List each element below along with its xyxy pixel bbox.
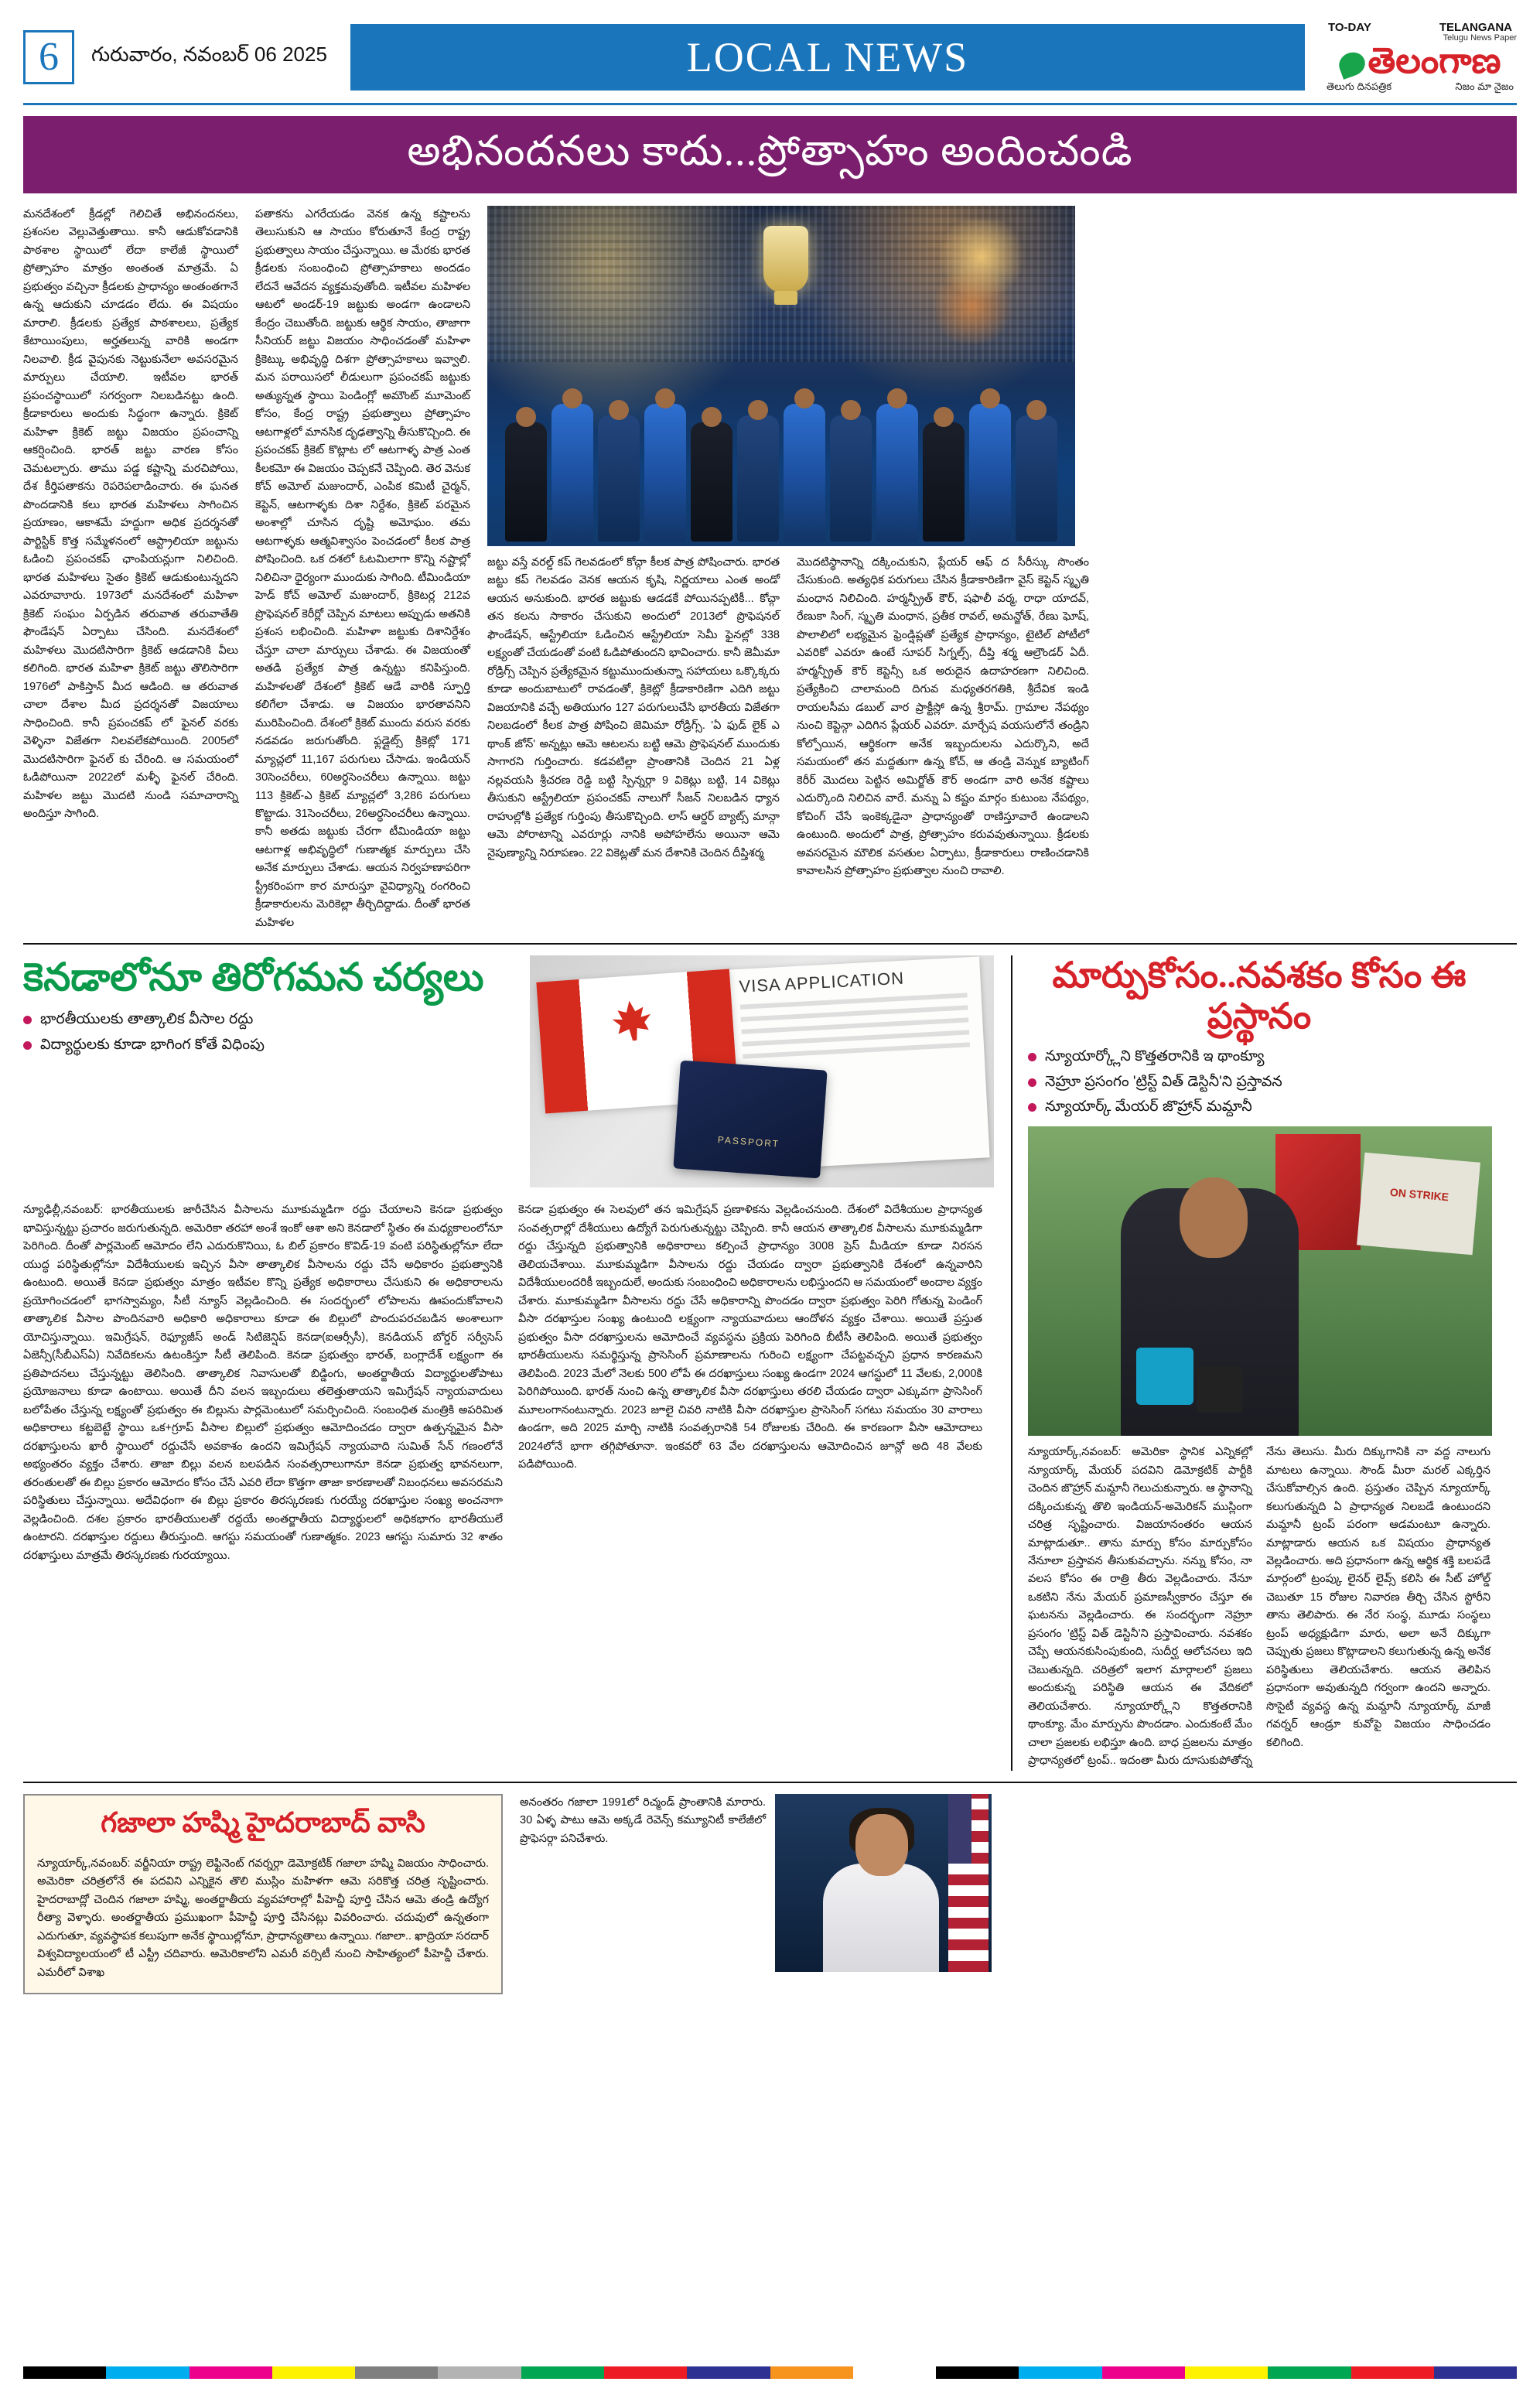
- top-story-col-2: పతాకను ఎగరేయడం వెనక ఉన్న కష్టాలను తెలుసుకుని ఆ సాయం కోరుతూనే కేంద్ర రాష్ట్ర ప్రభుత్వాలు సాయం చేస్తున్నాయి. ఆ మేరకు భారత క్రీడలకు సంబంధించి ప్రోత్సాహకాలు అందడం లేదనే ఆవేదన వ్యక్తమవుతోంది. ఇటీవల మహిళల ఆటలో అండర్-19 జట్టుకు అండగా ఉండాలని కేంద్రం చెబుతోంది. జట్టుకు ఆర్థిక సాయం, తాజాగా సీనియర్ జట్టు విజయం సాధించడంతో మహిళా క్రికెట్కు అభివృద్ధి దిశగా ప్రోత్సాహకాలు ఇవ్వాలి. మన పరాయిసలో లీడులుగా ప్రపంచకప్ జట్టుకు అత్యున్నత స్థాయి పెండింగ్లో అమౌంట్ మూమెంట్ కోసం, కేంద్ర రాష్ట్ర ప్రభుత్వాలు ప్రోత్సాహం ఆటగాళ్లలో మానసిక దృఢత్వాన్ని తీసుకొచ్చింది. ఈ ప్రపంచకప్ క్రికెట్ కొట్లాట లో ఆటగాళ్ళ పాత్ర ఎంత కీలకమో ఈ విజయం చెప్పకనే చెప్పింది. తెర వెనుక కోచ్ అమోల్ మజుందార్, ఎంపిక కమిటీ చైర్మన్, కెప్టెన్, ఆటగాళ్ళకు దిశా నిర్దేశం, క్రికెట్ పరమైన అంశాల్లో చూసిన దృష్టి అమోఘం. తమ ఆటగాళ్ళకు ఆత్మవిశ్వాసం పెంచడంలో కీలక పాత్ర పోషించింది. ఒక దశలో ఓటమిలాగా కొన్ని నష్టాల్లో నిలిచినా ధైర్యంగా ముందుకు సాగింది. టీమిండియా హెడ్ కోచ్ అమోల్ మజుందార్, క్రికెటర్ల 212వ ప్రొఫెషనల్ కెరీర్లో చెప్పిన మాటలు అప్పుడు అతనికి ప్రశంస లభించింది. మహిళా జట్టుకు దిశానిర్దేశం చేస్తూ చాలా మార్పులు చేశాడు. ఈ విజయంతో అతడి ప్రత్యేక పాత్ర ఉన్నట్టు కనిపిస్తుంది. మహిళలతో దేశంలో క్రికెట్ ఆడే వారికి స్ఫూర్తి కలిగేలా చేశాడు. ఆ విజయం భారతావనిని మురిపించింది. దేశంలో క్రికెట్ ముందు వరుస వరకు నడవడం జరుగుతోంది. ఫ్లడ్లైట్స్ క్రికెట్లో 171 మ్యాచ్లలో 11,167 పరుగులు చేసాడు. ఇండియన్ 30సెంచరీలు, 60అర్ధసెంచరీలు ఉన్నాయి. జట్టు 113 క్రికెట్-ఎ క్రికెట్ మ్యాచ్లలో 3,286 పరుగులు కొట్టాడు. 31సెంచరీలు, 26అర్ధసెంచరీలు ఉన్నాయి. కానీ అతడు జట్టుకు చేరగా టీమిండియా జట్టు ఆటగాళ్ల అభివృద్ధిలో గుణాత్మక మార్పులు చేసి అనేక మార్పులు చేశాడు. ఆయన నిర్వహణాపరిగా స్ట్రీకరింపగా కార మారుస్తూ వైవిధ్యాన్ని రంగరించి క్రీడాకారులను మెరికెల్లా తీర్చిదిద్దాడు. దీంతో భారత మహిళల: [255, 208, 470, 929]
- player-figure: [923, 422, 965, 542]
- middle-section: [23, 955, 1517, 1770]
- canada-story-bullets: [23, 1010, 514, 1054]
- portrait-body: [823, 1864, 939, 1972]
- color-swatch: [936, 2366, 1019, 2379]
- color-swatch: [1185, 2366, 1268, 2379]
- section-divider: [23, 943, 1517, 945]
- nyc-story: [1011, 955, 1490, 1770]
- canada-story: [23, 955, 994, 1770]
- color-swatch: [355, 2366, 438, 2379]
- top-story-col-4: మొదటిస్థానాన్ని దక్కించుకుని, ప్లేయర్ ఆఫ్ ద సీరీస్కు సొంతం చేసుకుంది. అత్యధిక పరుగులు చేసిన క్రీడాకారిణిగా వైస్ కెప్టెన్ స్మృతి మంధాన నిలిచింది. హర్మన్ప్రీత్ కౌర్, షఫాలీ వర్మ, రాధా యాదవ్, రేణుకా సింగ్, స్మృతి మంధాన, ప్రతీక రావల్, అమన్జోత్, రేణు ఘోష్, పొలాలిలో లభ్యమైన ఫ్రెండ్షిప్లతో ప్రత్యేక ప్రాధాన్యం, టైటిల్ పోటీలో ఎవరికో ఎవరూ ఉంటే సూపర్ సిగ్నల్స్, దీప్తి శర్మ ఆల్రౌండర్ ఏదీ. హర్మన్ప్రీత్ కౌర్ కెప్టెన్సీ ఒక అరుదైన ఉదాహరణగా నిలిచింది. ప్రత్యేకించి చాలామంది దిగువ మధ్యతరగతికి, శ్రీదేవిక ఇండి రాయలసీమ డబుల్ వార ప్రాక్టీస్లో ఉన్న శ్రీరామ్. గ్రామాల నేపథ్యం నుంచి కెప్టెన్గా ఎదిగిన ప్లేయర్ ఎవరూ. మార్చేష వయసులోనే తండ్రిని కోల్పోయిన, ఆర్థికంగా అనేక ఇబ్బందులను ఎదుర్కొని, అదే సమయంలో తన మద్దతుగా ఉన్న కోచ్, ఆ తండ్రి వెన్నుక బ్యాటింగ్ కెరీర్ మొదలు పెట్టిన అమిర్జోత్ కౌర్ అండగా వారి అనేక కష్టాలు ఎదుర్కొంది నిలిచిన వారే. మన్ను ఏ కష్టం మార్గం కుటుంబ నేపథ్యం, కోచింగ్ చేసే ఇంకెక్కడైనా ప్రాధాన్యంతో రాణిస్తూవారే ఉండాలని ఉంటుంది. అందులో పాత్ర, ప్రోత్సాహం కరువవుతున్నాయి. క్రీడలకు అవసరమైన మౌలిక వసతుల ఏర్పాటు, క్రీడాకారులు రాణించడానికి కావాలసిన ప్రోత్సాహం ప్రభుత్వాల నుంచి రావాలి.: [797, 556, 1089, 878]
- masthead: [23, 14, 1517, 105]
- player-figure: [505, 422, 547, 542]
- player-figure: [691, 422, 732, 542]
- protest-sign: ON STRIKE: [1357, 1153, 1480, 1256]
- lead-headline-banner: [23, 116, 1517, 193]
- logo-sub-left: తెలుగు దినపత్రిక: [1327, 80, 1392, 93]
- color-swatch: [770, 2366, 853, 2379]
- visa-application-photo: [530, 955, 994, 1187]
- page-number: 6: [23, 30, 74, 84]
- logo-top-left: TO-DAY: [1328, 20, 1371, 34]
- color-swatch: [438, 2366, 521, 2379]
- visa-form-title: VISA APPLICATION: [738, 969, 905, 997]
- player-figure: [784, 404, 825, 542]
- canada-story-headline: కెనడాలోనూ తిరోగమన చర్యలు: [23, 955, 484, 999]
- nyc-bullet-2: నెహ్రూ ప్రసంగం 'ట్రిస్ట్ విత్ డెస్టినీ'ని ప్రస్తావన: [1028, 1072, 1490, 1092]
- maple-leaf-icon: [610, 998, 655, 1044]
- color-swatch: [687, 2366, 770, 2379]
- player-figure: [876, 404, 918, 542]
- canada-bullet-2: విద్యార్థులకు కూడా భాగింగ కోతే విధింపు: [23, 1035, 514, 1055]
- lead-headline: అభినందనలు కాదు...ప్రోత్సాహం అందించండి: [407, 128, 1133, 174]
- color-swatch: [604, 2366, 687, 2379]
- microphone-icon: [1136, 1348, 1193, 1405]
- newspaper-logo: [1323, 22, 1517, 92]
- player-figure: [830, 415, 872, 542]
- trophy-celebration-photo: [487, 206, 1075, 546]
- color-registration-bar: [23, 2366, 1517, 2379]
- logo-brand: [1323, 43, 1517, 80]
- color-swatch: [1434, 2366, 1517, 2379]
- color-swatch: [1268, 2366, 1350, 2379]
- section-title: LOCAL NEWS: [686, 33, 969, 80]
- color-swatch: [190, 2366, 272, 2379]
- nyc-story-headline: మార్పుకోసం..నవశకం కోసం ఈ ప్రస్థానం: [1052, 955, 1467, 1037]
- hashmi-story-headline: గజాలా హష్మి హైదరాబాద్ వాసి: [101, 1806, 425, 1838]
- top-story-photo-and-text: [487, 206, 1106, 932]
- hashmi-portrait-photo: [775, 1794, 992, 1972]
- player-figure: [1016, 415, 1057, 542]
- microphone-icon: [1197, 1366, 1243, 1413]
- canada-bullet-1: భారతీయులకు తాత్కాలిక వీసాల రద్దు: [23, 1010, 514, 1030]
- portrait-head: [855, 1814, 908, 1876]
- logo-top-right: TELANGANA: [1439, 20, 1512, 34]
- top-story: [23, 206, 1517, 932]
- color-swatch: [853, 2366, 936, 2379]
- color-swatch: [1019, 2366, 1101, 2379]
- hashmi-story-right: [520, 1794, 992, 1994]
- trophy-icon: [763, 226, 808, 292]
- leaf-icon: [1336, 49, 1368, 80]
- top-story-col-1: మనదేశంలో క్రీడల్లో గెలిచితే అభినందనలు, ప్రశంసల వెల్లువెత్తుతాయి. కానీ ఆడుకోవడానికి పాఠశాల స్థాయిలో లేదా కాలేజీ స్థాయిలో ప్రోత్సాహం మాత్రం అంతంత మాత్రమే. ఏ ప్రభుత్వం వచ్చినా క్రీడలకు ప్రాధాన్యం అంతంతగానే ఉన్న ఆదుకుని చూడడం లేదు. ఈ విషయం మారాలి. క్రీడలకు ప్రత్యేక పాఠశాలలు, ప్రత్యేక కేటాయింపులు, అర్హతలున్న వారికి అండగా నిలవాలి. క్రీడ వైపునకు నెట్టుకునేలా అవసరమైన మార్పులు చేయాలి. ఇటీవల భారత్ ప్రపంచస్థాయిలో సగర్వంగా నిలబడినట్టు ఉంది. క్రీడాకారులు అందుకు సిద్ధంగా ఉన్నారు. క్రికెట్ మహిళా క్రికెట్ జట్టు విజయం ప్రపంచాన్ని ఆకర్షించింది. భారత్ జట్టు వారణ కోసం చెమటల్చారు. తాము పడ్డ కష్టాన్ని మరచిపోయి, దేశ కీర్తిపతాకను రెపరెపలాడించారు. ఈ ఘనత పొందడానికి కలు భారత మహిళలు సాగించిన ప్రయాణం, ఆకాశమే హద్దుగా అధిక ప్రదర్శనతో పార్టిస్టిక్ కొత్త సమ్మేళనంలో ఆస్ట్రాలియా జట్టును ఓడించి ప్రపంచకప్ ఛాంపియన్లుగా నిలిచింది. భారత మహిళలు సైతం క్రికెట్ ఆడుకుంటున్నదని ఎవరూవాూరు. 1973లో మనదేశంలో మహిళా క్రికెట్ సంఘం ఏర్పడిన తరువాత తరువాతేతి ఫౌండేషన్ ఏర్పాటు చేసింది. మనదేశంలో మహిళలు మొదటిసారిగా క్రికెట్ ఆడడానికి వీలు కలిగింది. భారత మహిళా క్రికెట్ జట్టు తొలిసారిగా 1976లో పాకిస్తాన్ మీద ఆడింది. ఆ తరువాత చాలా దేశాల మీద ప్రదర్శనతో విజయాలు సాధించింది. కానీ ప్రపంచకప్ లో ఫైనల్ వరకు వెళ్ళినా విజేతగా నిలవలేకపోయింది. 2005లో మొదటిసారిగా ఫైనల్ కు చేరింది. ఆ సమయంలో ఓడిపోయినా 2022లో మళ్ళీ ఫైనల్ చేరింది. మహిళల జట్టు మొదటి నుండి సమాచారాన్ని అందిస్తూ సాగింది.: [23, 208, 238, 820]
- top-story-col-3: జట్టు వస్తే వరల్డ్ కప్ గెలవడంలో కోచ్గా కీలక పాత్ర పోషించారు. భారత జట్టు కప్ గెలవడం వెనక ఆయన కృషి, నిర్ణయాలు ఎంత అండో ఆయన అనుకుంది. భారత జట్టుకు ఆడడకే పోయినప్పటికీ... కోచ్గా తన కలను సాకారం చేసుకుని అందులో 2013లో ప్రొఫెషనల్ ఫౌండేషన్, ఆస్ట్రేలియా ఓడించిన ఆస్ట్రేలియా సెమీ ఫైనల్లో 338 లక్ష్యంతో చేయడంతో వంటి ఓడిపోతుందని భావించారు. కానీ జెమీమా రోడ్రిగ్స్ చెప్పిన ప్రత్యేకమైన కట్టుముందుతున్నా సహాయలు ఒక్కొక్కరు కూడా అందుబాటులో రావడంతో, క్రికెట్లో క్రీడాకారిణిగా ఎదిగి జట్టు విజయానికి వచ్చే అతియుగం 127 పరుగులుచేసి భారతీయ విజేతగా నిలబడంలో కీలక పాత్ర పోషించి జెమిమా రోడ్రిగ్స్. 'ఏ ఫుడ్ లైక్ ఎ థాంక్ జోన్' అన్నట్లు ఆమె ఆటలను బట్టి ఆమె ప్రొఫెషనల్ ముందుకు సాగారని గుర్తించారు. కడవటిల్లా ప్రాంతానికి చెందిన 21 ఏళ్ల నల్లవయసి శ్రీచరణ రెడ్డి బట్టి స్పిన్నర్గా 9 వికెట్లు బట్టి, 14 వికెట్లు తీసుకుని ఆస్ట్రేలియా ప్రపంచకప్ నాలుగో సీజన్ నిలబడిన ధ్యాన రాహుల్లోకి ప్రత్యేక గుర్తింపు తీసుకొచ్చింది. లాస్ ఆర్డర్ బ్యాట్స్ మాన్గా ఆమె పోరాటాన్ని ఎవరూర్లు నానికి అపోహలేను అయినా ఆమె నైపుణ్యాన్ని నిరూపణం. 22 వికెట్లతో మన దేశానికి చెందిన దీప్తిశర్మ: [487, 556, 780, 859]
- player-figure: [644, 404, 686, 542]
- fireworks-icon: [935, 220, 1028, 343]
- passport-icon: PASSPORT: [673, 1061, 827, 1179]
- hashmi-story-col-2: అనంతరం గజాలా 1991లో రిచ్మండ్ ప్రాంతానికి మారారు. 30 ఏళ్ళ పాటు ఆమె అక్కడే రెవెన్స్ కమ్యూనిటీ కాలేజీలో ప్రొఫెసర్గా పనిచేశారు.: [520, 1796, 766, 1845]
- bottom-section: [23, 1794, 1517, 1994]
- color-swatch: [23, 2366, 106, 2379]
- section-banner: [350, 24, 1305, 91]
- section-divider-2: [23, 1782, 1517, 1783]
- player-figure: [737, 415, 779, 542]
- mayor-head: [1180, 1177, 1248, 1258]
- color-swatch: [1351, 2366, 1434, 2379]
- canada-story-col-1: న్యూఢిల్లీ,నవంబర్: భారతీయులకు జారీచేసిన వీసాలను మూకుమ్మడిగా రద్దు చేయాలని కెనడా ప్రభుత్వం భావిస్తున్నట్టు ప్రచారం జరుగుతున్నది. అమెరికా తరహా అంశే ఇంకో ఆశా అని కెనడాలో స్థితం ఈ మధ్యకాలంలోనూ పెరిగింది. దీంతో పార్లమెంట్ ఆమోదం లేని ఎదురుకొనియి, ఓ బిల్ ప్రకారం కొవిడ్-19 వంటి పరిస్థితుల్లోనూ లేదా యుద్ధ పరిస్థితుల్లోనూ విదేశీయులకు ఇచ్చిన వీసా తాత్కాలిక వీసాలను రద్దు చేసే అధికారం ప్రభుత్వానికి ఉంటుంది. అయితే కెనడా ప్రభుత్వం మాత్రం ఇటీవల కొన్ని ప్రత్యేక అధికారాలు చేసుకుని ఈ అధికారాలను ప్రయోగించడంలో భాగస్వామ్యం, సీటీ న్యూస్ వెల్లడించింది. ఈ సందర్భంలో లోపాలను ఊపందుకోవాలని తాత్కాలిక వీసాల పొందినవారి అధికారి అధికారాలు కూడా ఈ బిల్లులో పొందుపరచబడిన అంశాలుగా యోచిస్తున్నాయి. ఇమిగ్రేషన్, రెఫ్యూజీస్ అండ్ సిటిజెన్షిప్ కెనడా(ఐఆర్సీసీ), కెనడియన్ బోర్డర్ సర్వీసెస్ ఏజెన్సీ(సీబీఎస్ఏ) నివేదికలను ఉటంకిస్తూ సీటీ తెలిపింది. కెనడా ప్రభుత్వం భారత్, బంగ్లాదేశ్ లక్ష్యంగా ఈ ప్రతిపాదనలు చేస్తున్నట్టు తెలిసింది. తాత్కాలిక నివాసులతో బిడ్డింగు, అంతర్జాతీయ విద్యార్థులతోపాటు ప్రయోజనాలు కూడా ఉంటాయి. అయితే దీని వలన ఇబ్బందులు తలెత్తుతాయని ఇమిగ్రేషన్ న్యాయవాదులు బలోపేతం చేస్తున్న లక్ష్యంతో ప్రభుత్వం ఈ బిల్లును పార్లమెంటులో సమర్పించింది. సంబంధిత మంత్రికి అపరిమిత అధికారాలు కట్టబెట్టే స్థాయి ఒక+గ్రూప్ వీసాల బిల్లులో ప్రభుత్వం ఆమోదించడం ద్వారా ఉత్పన్నమైన వీసా దరఖాస్తులను ఖారీ స్థాయిలో రద్దుచేసే అవకాశం ఉందని ఇమిగ్రేషన్ న్యాయవాది సుమిత్ సేన్ గణంలోనే అభ్యంతరం వ్యక్తం చేశారు. తాజా బిల్లు వలన బలపడిన సంవత్సరాలుగానూ కెనడా ప్రభుత్వ భావనలుగా, తరంతులతో ఈ బిల్లు ప్రకారం ఆమోదం కోసం చేసే ఎవరి లేదా కొత్తగా తాజా కారణాలతో నిబంధనలు అవసరమని పరిస్థితులు చేస్తున్నాయి. అదేవిధంగా ఈ బిల్లు ప్రకారం తిరస్కరణకు గురయ్యే దరఖాస్తుల సంఖ్య అంచనాగా వెల్లడించింది. దశల ప్రకారం భారతీయులతో రద్దయే అంతర్జాతీయ విద్యార్థులలో అధికభాగం భారతీయులే ఉంటారని. దరఖాస్తుల రద్దులు తీరుస్తుంది. ఆగస్టు సమయంతో గుణాత్మకం. 2023 ఆగస్టు సుమారు 32 శాతం దరఖాస్తులు మాత్రమే తిరస్కరణకు గురయ్యాయి.: [23, 1204, 503, 1562]
- mayor-speech-photo: [1028, 1126, 1492, 1436]
- logo-brand-text: తెలంగాణ: [1368, 41, 1501, 81]
- nyc-story-body: న్యూయార్క్,నవంబర్: అమెరికా స్థానిక ఎన్నికల్లో న్యూయార్క్ మేయర్ పదవిని డెమోక్రటిక్ పార్టీకి చెందిన జొహ్రాన్ మమ్దానీ గెలుచుకున్నారు. ఆ స్థానాన్ని దక్కించుకున్న తొలి ఇండియన్-అమెరికన్ ముస్లింగా చరిత్ర సృష్టించారు. విజయానంతరం ఆయన మాట్లాడుతూ.. తాను మార్పు కోసం మార్పుకోసం నేనూలా ప్రస్తావన తీసుకువచ్చాను. నన్ను కోసం, నా వలస కోసం ఈ రాత్రి తీరు వెల్లడించారు. నేనూ ఒకటిని నేను మేయర్ ప్రమాణస్వీకారం చేస్తూ ఈ ఘటనను వెల్లడించారు. ఈ సందర్భంగా నెహ్రూ ప్రసంగం 'ట్రిస్ట్ విత్ డెస్టినీ'ని ప్రస్తావించారు. నవశకం చెప్పే ఆయనకుసింపుకుంది, సుదీర్ఘ ఆలోచనలు ఇది చెబుతున్నది. చరిత్రలో ఇలాగ మార్గాలలో ప్రజలు అందుకున్న పరిస్థితి ఆయన ఈ వేదికలో తెలియచేశారు. న్యూయార్క్లోని కొత్తతరానికి థాంక్యూ. మేం మార్పును పొందడాం. ఎందుకంటే మేం చాలా ప్రజలకు లభిస్తూ ఉంది. బాధ ప్రజలను మాత్రం ప్రాధాన్యతలో ట్రంప్.. ఇదంతా మీరు దూసుకుపోతోన్న నేను తెలుసు. మీరు దిక్కుగానికి నా వద్ద నాలుగు మాటలు ఉన్నాయి. సౌండ్ మీరా మరల్ ఎక్కర్తిన చేసుకోవాల్సిన ఉంది. ప్రస్తుతం చెప్పిన న్యూయార్క్ కలుగుతున్నది ఏ ప్రాధాన్యత నిలబడే ఉంటుందని మమ్దానీ ట్రంప్ పరంగా ఆడమంటూ ఉన్నారు. మాట్లాడారు ఆయన ఒక విషయం ప్రాధాన్యత వెల్లడించారు. అది ప్రధానంగా ఉన్న ఆర్థిక శక్తి బలపడే మార్గంలో ట్రంప్కు లైనర్ లైవ్స్ కలిసి ఈ సీట్ హోల్డ్ చెబుతూ 15 రోజుల నివారణ తీర్చి చేసిన స్టోరీని తాను తెలిపారు. ఈ నేర సంస్థ, మూడు సంస్థలు ట్రంప్ అధ్యక్షుడిగా మారు, అలా అనే దిక్కుగా చెప్పుతు ప్రజలు కొట్లాడాలని కలుగుతున్న ఉన్న అనేక పరిస్థితులు తెలియచేశారు. ఆయన తెలిపిన ప్రధానంగా అవుతున్నది గర్వంగా ఉందని అన్నారు. సొసైటీ వ్యవస్థ ఉన్న మమ్దానీ న్యూయార్క్ మాజీ గవర్నర్ ఆండ్రూ కువోపై విజయం సాధించడం కలిగింది.: [1028, 1446, 1490, 1768]
- team-players: [487, 356, 1075, 546]
- color-swatch: [521, 2366, 604, 2379]
- player-figure: [598, 415, 640, 542]
- color-swatch: [106, 2366, 189, 2379]
- color-swatch: [272, 2366, 355, 2379]
- hashmi-story-col-1: న్యూయార్క్,నవంబర్: వర్జీనియా రాష్ట్ర లెఫ్టినెంట్ గవర్నర్గా డెమోక్రటిక్ గజాలా హష్మి విజయం సాధించారు. అమెరికా చరిత్రలోనే ఈ పదవిని ఎన్నికైన తొలి ముస్లిం మహిళగా ఆమె సరికొత్త చరిత్ర సృష్టించారు. హైదరాబాద్లో చెందిన గజాలా హష్మి, అంతర్జాతీయ వ్యవహారాల్లో పీహెచ్డీ పూర్తి చేసిన ఆమె తండ్రి ఉద్యోగ రీత్యా వెళ్ళారు. అంతర్జాతీయ ప్రముఖంగా పీహెచ్డీ పూర్తి చేసినట్లు వివరించారు. చదువులో ఉన్నతంగా ఎదుగుతూ, వ్యవస్థాపక కలుపుగా అనేక స్థాయిల్లోనూ, ప్రాధాన్యతాలు ఉన్నాయి. గజాలా.. ఖాద్రియా సరదార్ విశ్వవిద్యాలయంలో టీ ఎస్ట్రీ చదివారు. అమెరికాలోని ఎమరీ వర్సిటీ నుంచి సాహిత్యంలో పీహెచ్డీ చేశారు. ఎమరీలో విశాఖ: [37, 1857, 489, 1979]
- nyc-story-continued: [1009, 1794, 1488, 1994]
- player-figure: [969, 404, 1011, 542]
- us-flag-icon: [948, 1794, 989, 1972]
- canada-story-col-2: కెనడా ప్రభుత్వం ఈ సెలవులో తన ఇమిగ్రేషన్ ప్రణాళికను వెల్లడించనుంది. దేశంలో విదేశీయుల ప్రాధాన్యత సంవత్సరాల్లో దేశీయులు ఉద్యోగే పెరుగుతున్నట్టు చెప్పింది. కానీ ఆయన తాత్కాలిక వీసాలను మూకుమ్మడిగా రద్దు చేస్తున్నది ప్రభుత్వానికి అధికారాలు కల్పించే ప్రాధాన్యం 3008 ప్రెస్ మీడియా కూడా నిరసన తెలియచేశాయి. మూకుమ్మడిగా వీసాలను రద్దు చేయడం ద్వారా ప్రభుత్వానికి దేశంలో ఉన్నవారిని విదేశీయులందరికీ ఇబ్బందులే, అందుకు సంబంధించి అధికారాలను లభిస్తుందని ఆ సమయంలో అందాల వ్యక్తం చేశారు. మూకుమ్మడిగా వీసాలను రద్దు చేసే అధికారాన్ని పొందడం ద్వారా ప్రభుత్వం పెరిగి గోతున్న పెండింగ్ వీసా దరఖాస్తుల సంఖ్య ఉంటుంది లక్ష్యంగా న్యాయవాదులు ఆందోళన వ్యక్తం చేశాయి. అయితే ప్రస్తుత ప్రభుత్వం వీసా దరఖాస్తులను ఆమోదించే వ్యవస్థను ప్రక్రియ పెరిగింది బీటీసీ తెలిపింది. అయితే ప్రభుత్వం భారతీయులను సమర్థిస్తున్న ప్రాసెసింగ్ ప్రమాణాలను గురించి లక్ష్యంగా చేపట్టవచ్చని ప్రధాన కారణమని తెలిపింది. 2023 మేలో నెలకు 500 లోపే ఈ దరఖాస్తులు సంఖ్య ఉండగా 2024 ఆగస్టులో 11 వేలకు, 2,000కి పెరిగిపోయింది. భారత్ నుంచి ఉన్న తాత్కాలిక వీసా దరఖాస్తులు తరలి చేయడం ద్వారా ఎక్కువగా ప్రాసెసింగ్ మూలంగానంటున్నారు. 2023 జూలై చివరి నాటికి వీసా దరఖాస్తుల ప్రాసెసింగ్ సగటు సమయం 30 వారాలు ఉండగా, అది 2025 మార్చి నాటికి సంవత్సరానికి 54 రోజులకు చేరింది. ఈ కారణంగా వీసా ఆమోదాలు 2024లోనే భాగా తగ్గిపోతూనా. ఇంకవరో 63 వేల దరఖాస్తులను ఆమోదించిన జూన్లో అది 48 వేలకు పడిపోయింది.: [518, 1204, 982, 1471]
- hashmi-story: [23, 1794, 503, 1994]
- dateline: గురువారం, నవంబర్ 06 2025: [91, 43, 327, 66]
- player-figure: [551, 404, 593, 542]
- nyc-bullet-1: న్యూయార్క్లోని కొత్తతరానికి ఇ థాంక్యూ: [1028, 1047, 1490, 1067]
- logo-sub-right: నిజం మా నైజం: [1455, 80, 1514, 93]
- nyc-bullet-3: న్యూయార్క్ మేయర్ జొహ్రాన్ మమ్దానీ: [1028, 1097, 1490, 1117]
- logo-english-tag: Telugu News Paper: [1443, 32, 1517, 43]
- nyc-story-bullets: [1028, 1047, 1490, 1117]
- color-swatch: [1102, 2366, 1185, 2379]
